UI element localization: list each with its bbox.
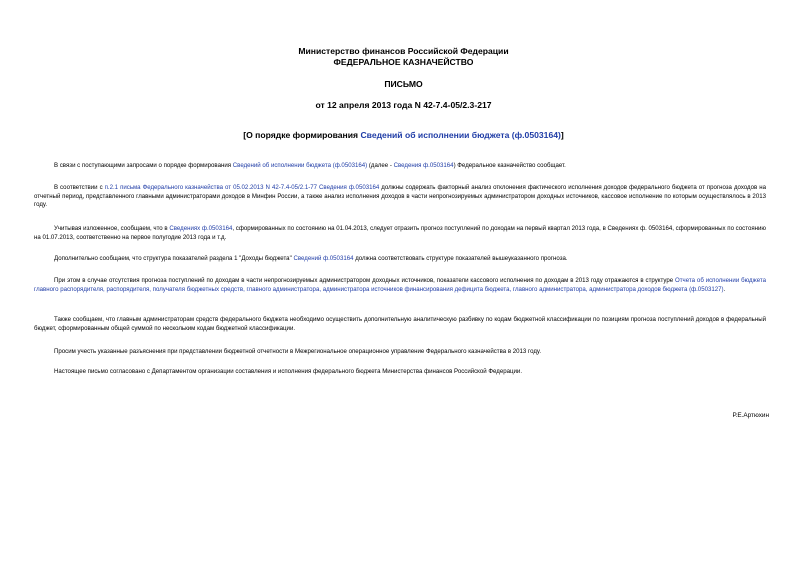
paragraph-5	[34, 277, 766, 294]
title-link[interactable]: Сведений об исполнении бюджета (ф.0503164)	[360, 130, 561, 140]
document-title	[0, 130, 807, 141]
document-type: ПИСЬМО	[384, 79, 423, 89]
text: Учитывая изложенное, сообщаем, что в	[54, 225, 170, 232]
text: В соответствии с	[54, 184, 105, 191]
paragraph-2	[34, 184, 766, 210]
text: При этом в случае отсутствия прогноза поступлений по доходам в части непрогнозируемых администратором доходных источников, показатели кассового исполнения по доходам в 2013 году отражаются в структуре	[54, 277, 676, 284]
agency-name: ФЕДЕРАЛЬНОЕ КАЗНАЧЕЙСТВО	[333, 57, 474, 67]
link-report-form[interactable]: Сведений об исполнении бюджета (ф.0503164)	[232, 162, 368, 169]
signature: Р.Е.Артюхин	[732, 412, 769, 419]
link-form-0503164[interactable]: Сведениях ф.0503164	[169, 225, 233, 232]
document-date: от 12 апреля 2013 года N 42-7.4-05/2.3-217	[315, 100, 492, 110]
text: должны содержать факторный анализ отклонения фактического исполнения доходов федерального бюджета от прогноза доходов на отчетный период, представленного главными администраторами доходов в Минфин России, а также анализ исполнения доходов в части непрогнозируемых администратором доходных источников, кассовое исполнение по которым осуществлялось в 2013 году.	[34, 184, 766, 209]
link-treasury-letter[interactable]: п.2.1 письма Федерального казначейства от 05.02.2013 N 42-7.4-05/2.1-77	[104, 184, 318, 191]
paragraph-3	[34, 225, 766, 242]
link-form-0503164[interactable]: Сведения ф.0503164	[393, 162, 454, 169]
text: ) Федеральное казначейство сообщает.	[453, 162, 566, 169]
paragraph-8: Настоящее письмо согласовано с Департаментом организации составления и исполнения федерального бюджета Министерства финансов Российской Федерации.	[54, 368, 523, 375]
title-suffix: ]	[560, 130, 564, 140]
paragraph-1	[34, 162, 766, 171]
text: , сформированных по состоянию на 01.04.2013, следует отразить прогноз поступлений по доходам на первый квартал 2013 года, в Сведениях ф. 0503164, сформированных по состоянию на 01.07.2013, соответственно на первое полугодие 2013 года и т.д.	[34, 225, 766, 241]
link-form-0503164[interactable]: Сведений ф.0503164	[293, 255, 354, 262]
title-prefix: [О порядке формирования	[243, 130, 361, 140]
text: (далее -	[367, 162, 394, 169]
paragraph-4	[34, 255, 766, 264]
link-form-0503127[interactable]: Отчета об исполнении бюджета главного распорядителя, распорядителя, получателя бюджетных средств, главного администратора, администратора источников финансирования дефицита бюджета, главного администратора, администратора доходов бюджета (ф.0503127)	[34, 277, 766, 293]
text: .	[723, 285, 726, 293]
paragraph-7: Просим учесть указанные разъяснения при представлении бюджетной отчетности в Межрегиональное операционное управление Федерального казначейства в 2013 году.	[54, 348, 542, 355]
text: Дополнительно сообщаем, что структура показателей раздела 1 "Доходы бюджета"	[54, 255, 294, 262]
ministry-name: Министерство финансов Российской Федерации	[298, 46, 509, 56]
text: В связи с поступающими запросами о порядке формирования	[54, 162, 233, 169]
link-form-0503164[interactable]: Сведения ф.0503164	[319, 184, 380, 191]
paragraph-6: Также сообщаем, что главным администраторам средств федерального бюджета необходимо осуществить дополнительную аналитическую разбивку по кодам бюджетной классификации по позициям прогноза поступлений доходов в федеральный бюджет, сформированным общей суммой по нескольким кодам бюджетной классификации.	[34, 316, 766, 332]
text: должна соответствовать структуре показателей вышеуказанного прогноза.	[353, 255, 568, 262]
